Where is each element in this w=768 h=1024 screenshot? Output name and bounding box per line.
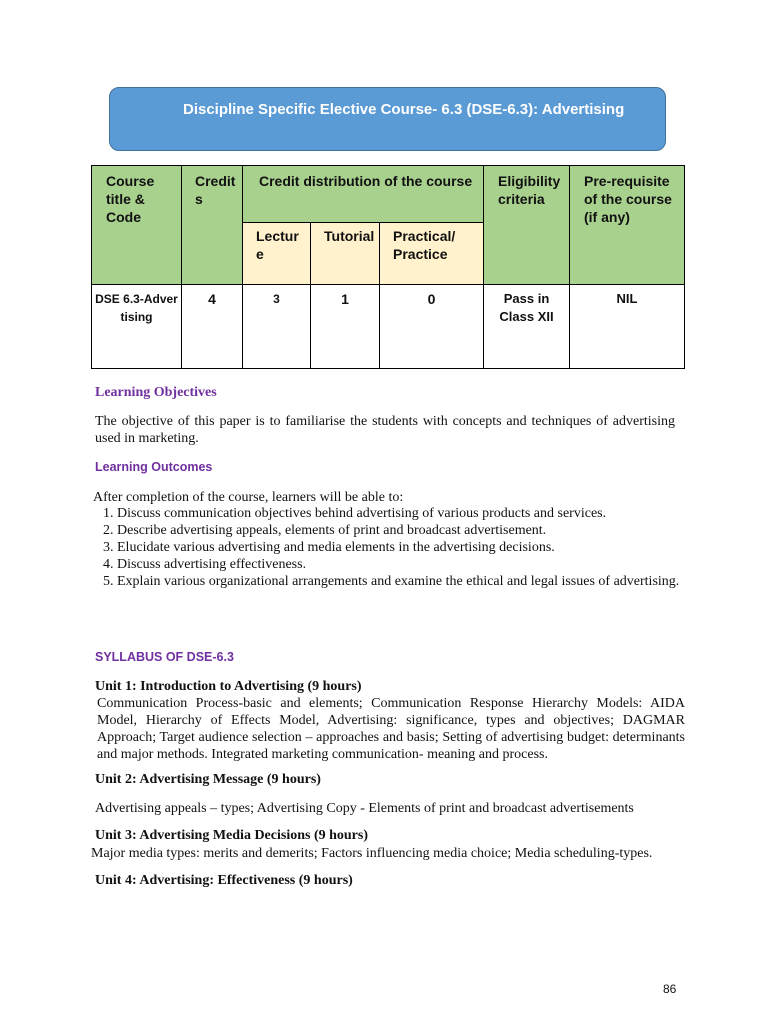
header-credits: Credits: [182, 166, 243, 285]
credit-distribution-table: [91, 165, 685, 369]
list-item: 5. Explain various organizational arrangements and examine the ethical and legal issues of advertising.: [117, 573, 687, 590]
syllabus-heading: SYLLABUS OF DSE-6.3: [95, 650, 234, 664]
unit-1-title: Unit 1: Introduction to Advertising (9 hours): [95, 679, 362, 694]
learning-objectives-text: The objective of this paper is to familiarise the students with concepts and techniques of advertising used in marketing.: [95, 414, 675, 446]
header-lecture: Lecture: [243, 223, 311, 285]
header-practical: Practical/ Practice: [380, 223, 484, 285]
header-course-title: Course title & Code: [92, 166, 182, 285]
cell-practical: 0: [380, 285, 484, 369]
learning-outcomes-list: [98, 505, 687, 590]
cell-lecture: 3: [243, 285, 311, 369]
page-number: 86: [663, 982, 677, 996]
learning-outcomes-intro: After completion of the course, learners will be able to:: [93, 490, 404, 505]
course-title-banner: [109, 87, 666, 151]
list-item: 2. Describe advertising appeals, elements of print and broadcast advertisement.: [117, 522, 687, 539]
list-item: 3. Elucidate various advertising and media elements in the advertising decisions.: [117, 539, 687, 556]
cell-course-code: DSE 6.3-Advertising: [92, 285, 182, 369]
unit-3-content: Major media types: merits and demerits; Factors influencing media choice; Media scheduling-types.: [91, 846, 653, 861]
list-item: 1. Discuss communication objectives behind advertising of various products and services.: [117, 505, 687, 522]
list-item: 4. Discuss advertising effectiveness.: [117, 556, 687, 573]
header-eligibility: Eligibility criteria: [484, 166, 570, 285]
cell-eligibility: Pass in Class XII: [484, 285, 570, 369]
learning-objectives-heading: Learning Objectives: [95, 385, 217, 400]
header-credit-distribution: Credit distribution of the course: [243, 166, 484, 223]
course-title: Discipline Specific Elective Course- 6.3 (DSE-6.3): Advertising: [183, 101, 625, 118]
unit-2-title: Unit 2: Advertising Message (9 hours): [95, 772, 321, 787]
header-prerequisite: Pre-requisite of the course (if any): [570, 166, 685, 285]
cell-tutorial: 1: [311, 285, 380, 369]
cell-credits: 4: [182, 285, 243, 369]
header-tutorial: Tutorial: [311, 223, 380, 285]
cell-prerequisite: NIL: [570, 285, 685, 369]
unit-1-content: Communication Process-basic and elements; Communication Response Hierarchy Models: AIDA Model, Hierarchy of Effects Model, Advertising: significance, types and objectives; DAGMAR Approach; Target audience selection – approaches and basis; Setting of advertising budget: determinants and major methods. Integrated marketing communication- meaning and process.: [97, 696, 685, 762]
unit-3-title: Unit 3: Advertising Media Decisions (9 hours): [95, 828, 368, 843]
learning-outcomes-heading: Learning Outcomes: [95, 460, 213, 474]
unit-4-title: Unit 4: Advertising: Effectiveness (9 hours): [95, 873, 353, 888]
unit-2-content: Advertising appeals – types; Advertising Copy - Elements of print and broadcast advertisements: [95, 801, 634, 816]
